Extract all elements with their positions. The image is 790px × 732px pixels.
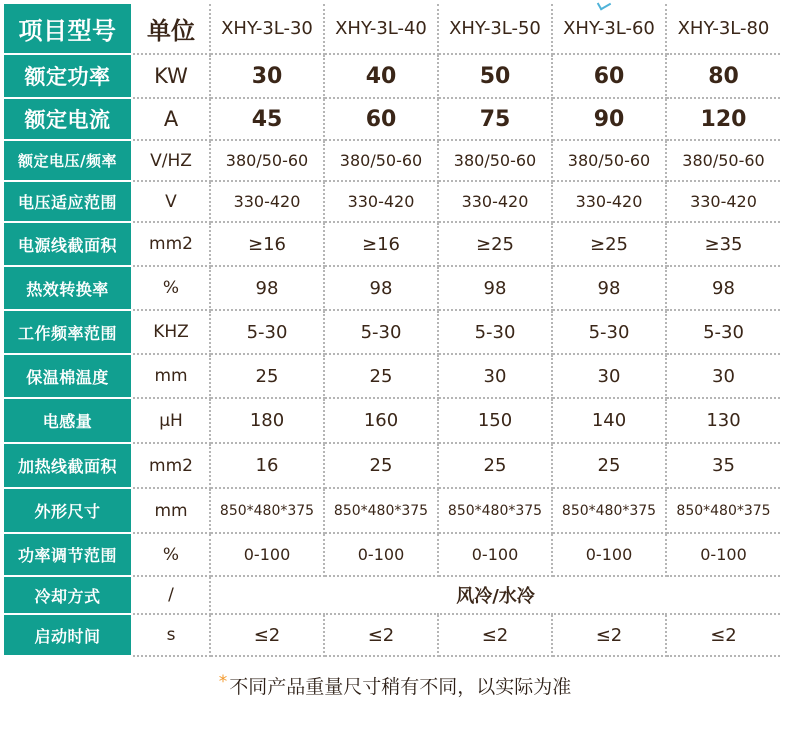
row-unit: KW	[132, 54, 210, 98]
cell-value: 45	[210, 98, 324, 140]
cell-value: 130	[666, 398, 780, 443]
cell-value: 5-30	[552, 310, 666, 354]
table-row	[4, 398, 780, 443]
cell-value: 50	[438, 54, 552, 98]
row-unit: mm2	[132, 222, 210, 266]
row-label: 保温棉温度	[4, 354, 132, 398]
row-unit: %	[132, 266, 210, 310]
cell-value: ≥16	[324, 222, 438, 266]
header-unit: 单位	[132, 4, 210, 54]
row-label: 工作频率范围	[4, 310, 132, 354]
cell-value: 140	[552, 398, 666, 443]
cell-value: 0-100	[438, 533, 552, 576]
row-label: 电源线截面积	[4, 222, 132, 266]
cell-value: 850*480*375	[324, 488, 438, 533]
cell-value: 98	[210, 266, 324, 310]
model-header: XHY-3L-50	[438, 4, 552, 54]
star-marker: *	[218, 672, 228, 692]
row-label: 热效转换率	[4, 266, 132, 310]
model-header: XHY-3L-80	[666, 4, 780, 54]
cell-value: 380/50-60	[552, 140, 666, 181]
model-header: XHY-3L-40	[324, 4, 438, 54]
cell-value: 98	[438, 266, 552, 310]
row-unit: KHZ	[132, 310, 210, 354]
cell-value: 25	[438, 443, 552, 488]
cell-value: 120	[666, 98, 780, 140]
cooling-value: 风冷/水冷	[210, 576, 780, 614]
cell-value: 850*480*375	[666, 488, 780, 533]
table-row	[4, 98, 780, 140]
table-row	[4, 222, 780, 266]
cell-value: 380/50-60	[666, 140, 780, 181]
cell-value: 330-420	[438, 181, 552, 222]
row-unit: mm	[132, 488, 210, 533]
row-unit: V	[132, 181, 210, 222]
row-label: 电感量	[4, 398, 132, 443]
cell-value: ≤2	[210, 614, 324, 656]
row-unit: s	[132, 614, 210, 656]
cell-value: 25	[324, 443, 438, 488]
cell-value: 75	[438, 98, 552, 140]
cell-value: 30	[666, 354, 780, 398]
table-row	[4, 310, 780, 354]
header-label: 项目型号	[4, 4, 132, 54]
model-header: XHY-3L-60	[552, 4, 666, 54]
footnote-text: 不同产品重量尺寸稍有不同，以实际为准	[229, 676, 572, 698]
cell-value: 850*480*375	[210, 488, 324, 533]
table-row-cooling	[4, 576, 780, 614]
row-unit: mm	[132, 354, 210, 398]
row-unit: mm2	[132, 443, 210, 488]
cell-value: 330-420	[552, 181, 666, 222]
row-label: 加热线截面积	[4, 443, 132, 488]
cell-value: 40	[324, 54, 438, 98]
cell-value: ≤2	[324, 614, 438, 656]
cell-value: 30	[552, 354, 666, 398]
cell-value: 0-100	[210, 533, 324, 576]
table-row	[4, 181, 780, 222]
row-label: 功率调节范围	[4, 533, 132, 576]
cell-value: 5-30	[324, 310, 438, 354]
cell-value: 90	[552, 98, 666, 140]
row-label: 启动时间	[4, 614, 132, 656]
cell-value: 25	[552, 443, 666, 488]
table-header-row	[4, 4, 780, 54]
row-unit: /	[132, 576, 210, 614]
row-label: 外形尺寸	[4, 488, 132, 533]
cell-value: 98	[324, 266, 438, 310]
cell-value: 35	[666, 443, 780, 488]
cell-value: 330-420	[324, 181, 438, 222]
footnote	[0, 672, 790, 699]
cell-value: 150	[438, 398, 552, 443]
row-unit: μH	[132, 398, 210, 443]
row-unit: A	[132, 98, 210, 140]
cell-value: 98	[552, 266, 666, 310]
cell-value: ≥35	[666, 222, 780, 266]
model-header: XHY-3L-30	[210, 4, 324, 54]
row-label: 冷却方式	[4, 576, 132, 614]
cell-value: 380/50-60	[210, 140, 324, 181]
cell-value: 5-30	[666, 310, 780, 354]
cell-value: 98	[666, 266, 780, 310]
cell-value: 160	[324, 398, 438, 443]
row-label: 额定电流	[4, 98, 132, 140]
cell-value: ≤2	[438, 614, 552, 656]
cell-value: 850*480*375	[438, 488, 552, 533]
cell-value: 5-30	[438, 310, 552, 354]
cell-value: 16	[210, 443, 324, 488]
table-row	[4, 54, 780, 98]
cell-value: 30	[438, 354, 552, 398]
cell-value: ≤2	[552, 614, 666, 656]
cell-value: 60	[552, 54, 666, 98]
table-row	[4, 354, 780, 398]
cell-value: 5-30	[210, 310, 324, 354]
cell-value: 0-100	[666, 533, 780, 576]
table-row	[4, 443, 780, 488]
cell-value: ≥25	[438, 222, 552, 266]
cell-value: 30	[210, 54, 324, 98]
table-row	[4, 533, 780, 576]
cell-value: 850*480*375	[552, 488, 666, 533]
row-unit: V/HZ	[132, 140, 210, 181]
cell-value: 380/50-60	[324, 140, 438, 181]
row-label: 额定功率	[4, 54, 132, 98]
cell-value: 0-100	[552, 533, 666, 576]
row-unit: %	[132, 533, 210, 576]
cell-value: ≤2	[666, 614, 780, 656]
spec-table	[4, 4, 780, 657]
cell-value: ≥16	[210, 222, 324, 266]
cell-value: 25	[210, 354, 324, 398]
cell-value: 0-100	[324, 533, 438, 576]
cell-value: 80	[666, 54, 780, 98]
table-row	[4, 266, 780, 310]
row-label: 电压适应范围	[4, 181, 132, 222]
cell-value: 330-420	[666, 181, 780, 222]
cell-value: 380/50-60	[438, 140, 552, 181]
table-row	[4, 488, 780, 533]
cell-value: 25	[324, 354, 438, 398]
cell-value: 180	[210, 398, 324, 443]
row-label: 额定电压/频率	[4, 140, 132, 181]
cell-value: 60	[324, 98, 438, 140]
cell-value: ≥25	[552, 222, 666, 266]
table-row	[4, 614, 780, 656]
table-row	[4, 140, 780, 181]
cell-value: 330-420	[210, 181, 324, 222]
